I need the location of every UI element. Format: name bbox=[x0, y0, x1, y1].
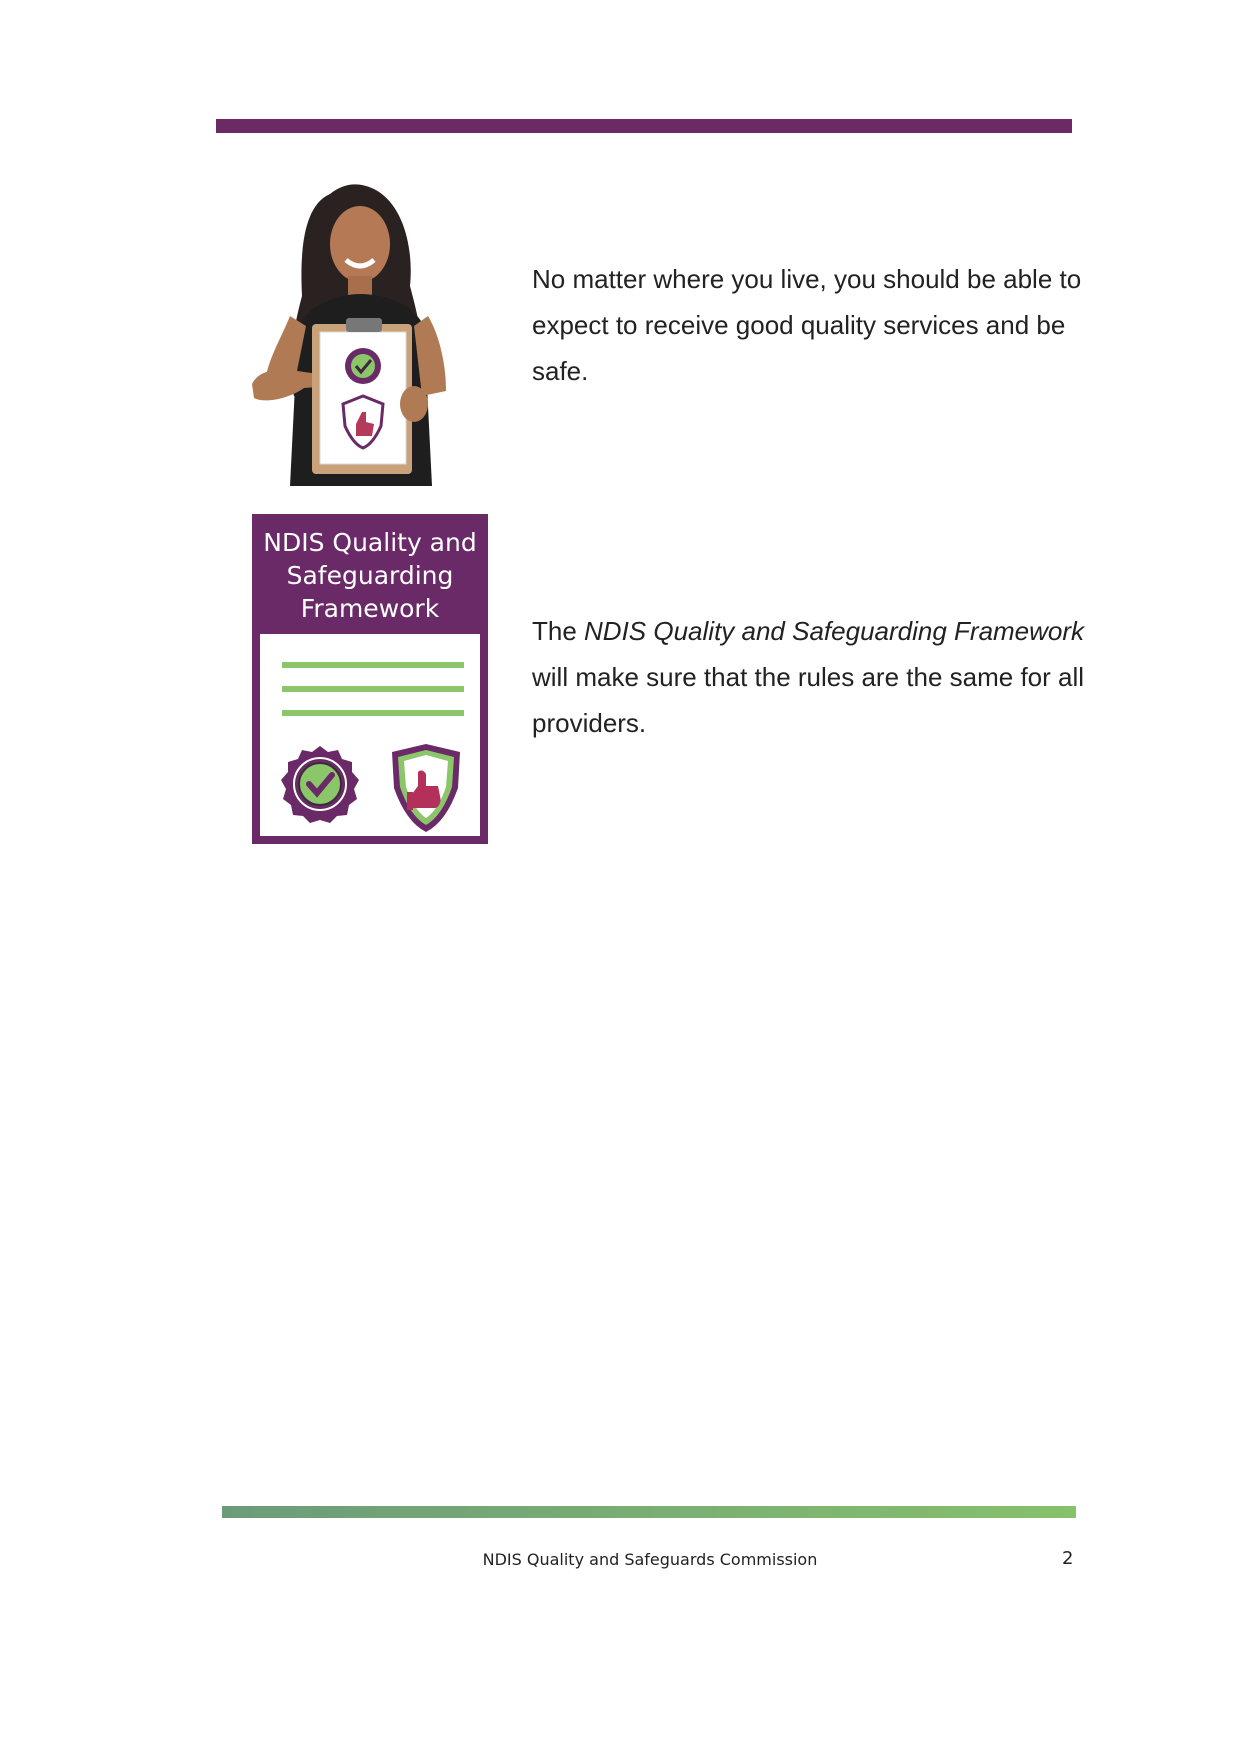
card-icons bbox=[276, 742, 472, 838]
footer-organisation: NDIS Quality and Safeguards Commission bbox=[482, 1550, 818, 1569]
card-line bbox=[282, 686, 464, 692]
framework-card bbox=[252, 514, 488, 844]
thumbs-up-shield-icon bbox=[392, 744, 460, 832]
paragraph-framework-prefix: The bbox=[532, 616, 585, 646]
framework-card-body bbox=[260, 634, 480, 836]
person-holding-clipboard-icon bbox=[242, 176, 482, 486]
checkmark-badge-icon bbox=[281, 746, 359, 823]
bottom-divider bbox=[222, 1506, 1076, 1518]
paragraph-framework bbox=[532, 608, 1092, 746]
page-number: 2 bbox=[1062, 1548, 1074, 1569]
framework-card-title: NDIS Quality and Safeguarding Framework bbox=[263, 528, 477, 623]
card-line bbox=[282, 710, 464, 716]
paragraph-framework-suffix: will make sure that the rules are the same for all providers. bbox=[532, 662, 1085, 738]
top-divider bbox=[216, 119, 1072, 133]
card-line bbox=[282, 662, 464, 668]
paragraph-quality-services: No matter where you live, you should be able to expect to receive good quality services and be safe. bbox=[532, 264, 1082, 386]
paragraph-framework-emphasis: NDIS Quality and Safeguarding Framework bbox=[584, 616, 1085, 646]
